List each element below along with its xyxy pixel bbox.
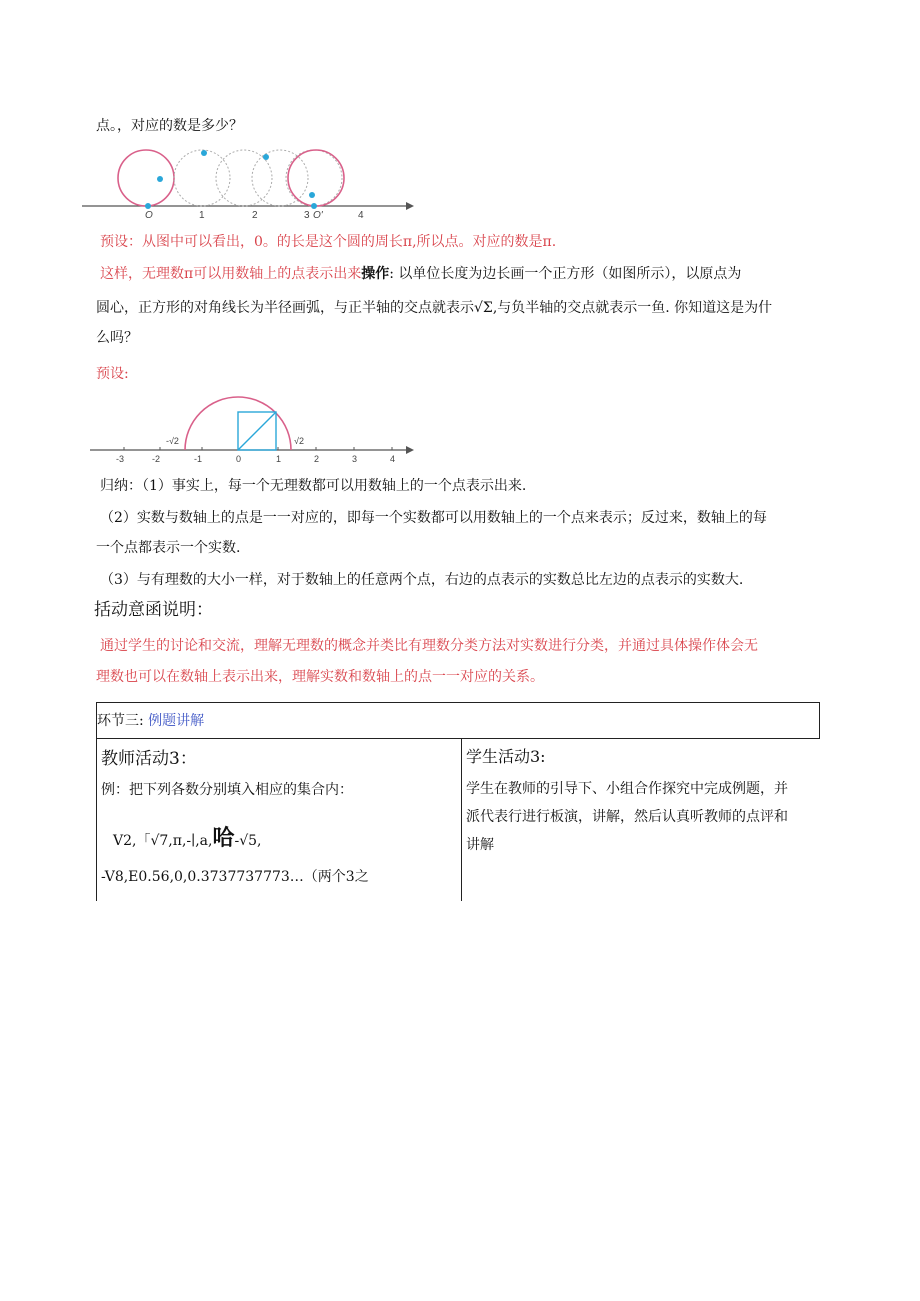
intent-heading: 括动意函说明： — [94, 600, 213, 620]
tick-label: 1 — [276, 454, 282, 464]
tick-label: 3 — [304, 210, 310, 221]
para2-rest-text: : 以单位长度为边长画一个正方形（如图所示），以原点为 — [389, 266, 742, 282]
tick-label: O — [145, 210, 153, 221]
numbers-big-glyph: 哈 — [212, 825, 235, 851]
tick-label: 3 — [352, 454, 358, 464]
sqrt2-arc-figure — [88, 392, 418, 470]
summary-line-4: （3）与有理数的大小一样，对于数轴上的任意两个点，右边的点表示的实数总比左边的点表示的实数大. — [100, 572, 744, 588]
student-activity-cell — [462, 739, 820, 901]
summary-line-2: （2）实数与数轴上的点是一一对应的，即每一个实数都可以用数轴上的一个点来表示；反过来，数轴上的每 — [100, 510, 767, 526]
teacher-title: 教师活动3： — [101, 749, 197, 769]
end-circle — [288, 150, 344, 206]
numbers-line-1 — [97, 799, 461, 852]
preset-1: 预设：从图中可以看出，0。的长是这个圆的周长π,所以点。对应的数是π. — [100, 234, 557, 250]
ghost-circle — [252, 150, 308, 206]
point-marker — [145, 203, 151, 209]
tick-label: 1 — [199, 210, 205, 221]
section-title: 例题讲解 — [148, 713, 205, 729]
ghost-circle — [286, 150, 342, 206]
teacher-activity-cell — [97, 739, 462, 901]
intro-line: 点。，对应的数是多少？ — [96, 118, 243, 134]
preset-2: 预设: — [96, 366, 129, 382]
ghost-circle — [174, 150, 230, 206]
start-circle — [118, 150, 174, 206]
point-marker — [157, 176, 163, 182]
operation-paragraph — [100, 264, 741, 284]
student-title: 学生活动3: — [466, 747, 546, 766]
operation-line-2: 圆心，正方形的对角线长为半径画弧，与正半轴的交点就表示√Σ,与负半轴的交点就表示一鱼. 你知道这是为什 — [96, 300, 773, 316]
intent-line-1: 通过学生的讨论和交流，理解无理数的概念并类比有理数分类方法对实数进行分类，并通过具体操作体会无 — [100, 638, 758, 654]
point-marker — [263, 154, 269, 160]
para2-red-text: 这样，无理数π可以用数轴上的点表示出来 — [100, 266, 362, 282]
numbers-l1: V2,「√7,π,-∣,a, — [113, 833, 213, 849]
student-line-3: 讲解 — [466, 837, 494, 853]
pos-sqrt2-label: √2 — [294, 436, 304, 446]
tick-label: 2 — [252, 210, 258, 221]
numbers-line-2: -V8,E0.56,0,0.3737737773…（两个3之 — [101, 869, 369, 885]
axis-arrow-icon — [406, 202, 414, 210]
summary-line-3: 一个点都表示一个实数. — [96, 540, 241, 556]
intent-line-2: 理数也可以在数轴上表示出来，理解实数和数轴上的点一一对应的关系。 — [96, 669, 544, 685]
tick-label: 4 — [358, 210, 364, 221]
student-line-2: 派代表行进行板演，讲解，然后认真听教师的点评和 — [466, 809, 788, 825]
student-line-1: 学生在教师的引导下、小组合作探究中完成例题，并 — [466, 781, 788, 797]
tick-label: -3 — [116, 454, 125, 464]
square-diagonal — [238, 412, 276, 450]
operation-line-3: 么吗？ — [96, 330, 138, 346]
section-label: 环节三: — [97, 713, 144, 729]
neg-sqrt2-label: -√2 — [166, 436, 179, 446]
point-marker — [311, 203, 317, 209]
para2-bold-text: 操作 — [361, 266, 390, 282]
summary-line-1: 归纳：（1）事实上，每一个无理数都可以用数轴上的一个点表示出来. — [100, 478, 527, 494]
tick-label: 0 — [236, 454, 242, 464]
tick-label: 2 — [314, 454, 320, 464]
axis-arrow-icon — [406, 446, 414, 454]
rolling-circle-figure — [80, 142, 420, 222]
tick-label: 4 — [390, 454, 396, 464]
teacher-example: 例：把下列各数分别填入相应的集合内： — [101, 782, 353, 798]
numbers-l1-end: -√5, — [234, 833, 262, 849]
point-marker — [309, 192, 315, 198]
tick-label: -1 — [194, 454, 203, 464]
lesson-table — [96, 702, 820, 901]
tick-label: -2 — [152, 454, 161, 464]
point-marker — [201, 150, 207, 156]
section-header-cell — [97, 703, 820, 739]
tick-label: O' — [313, 210, 323, 221]
